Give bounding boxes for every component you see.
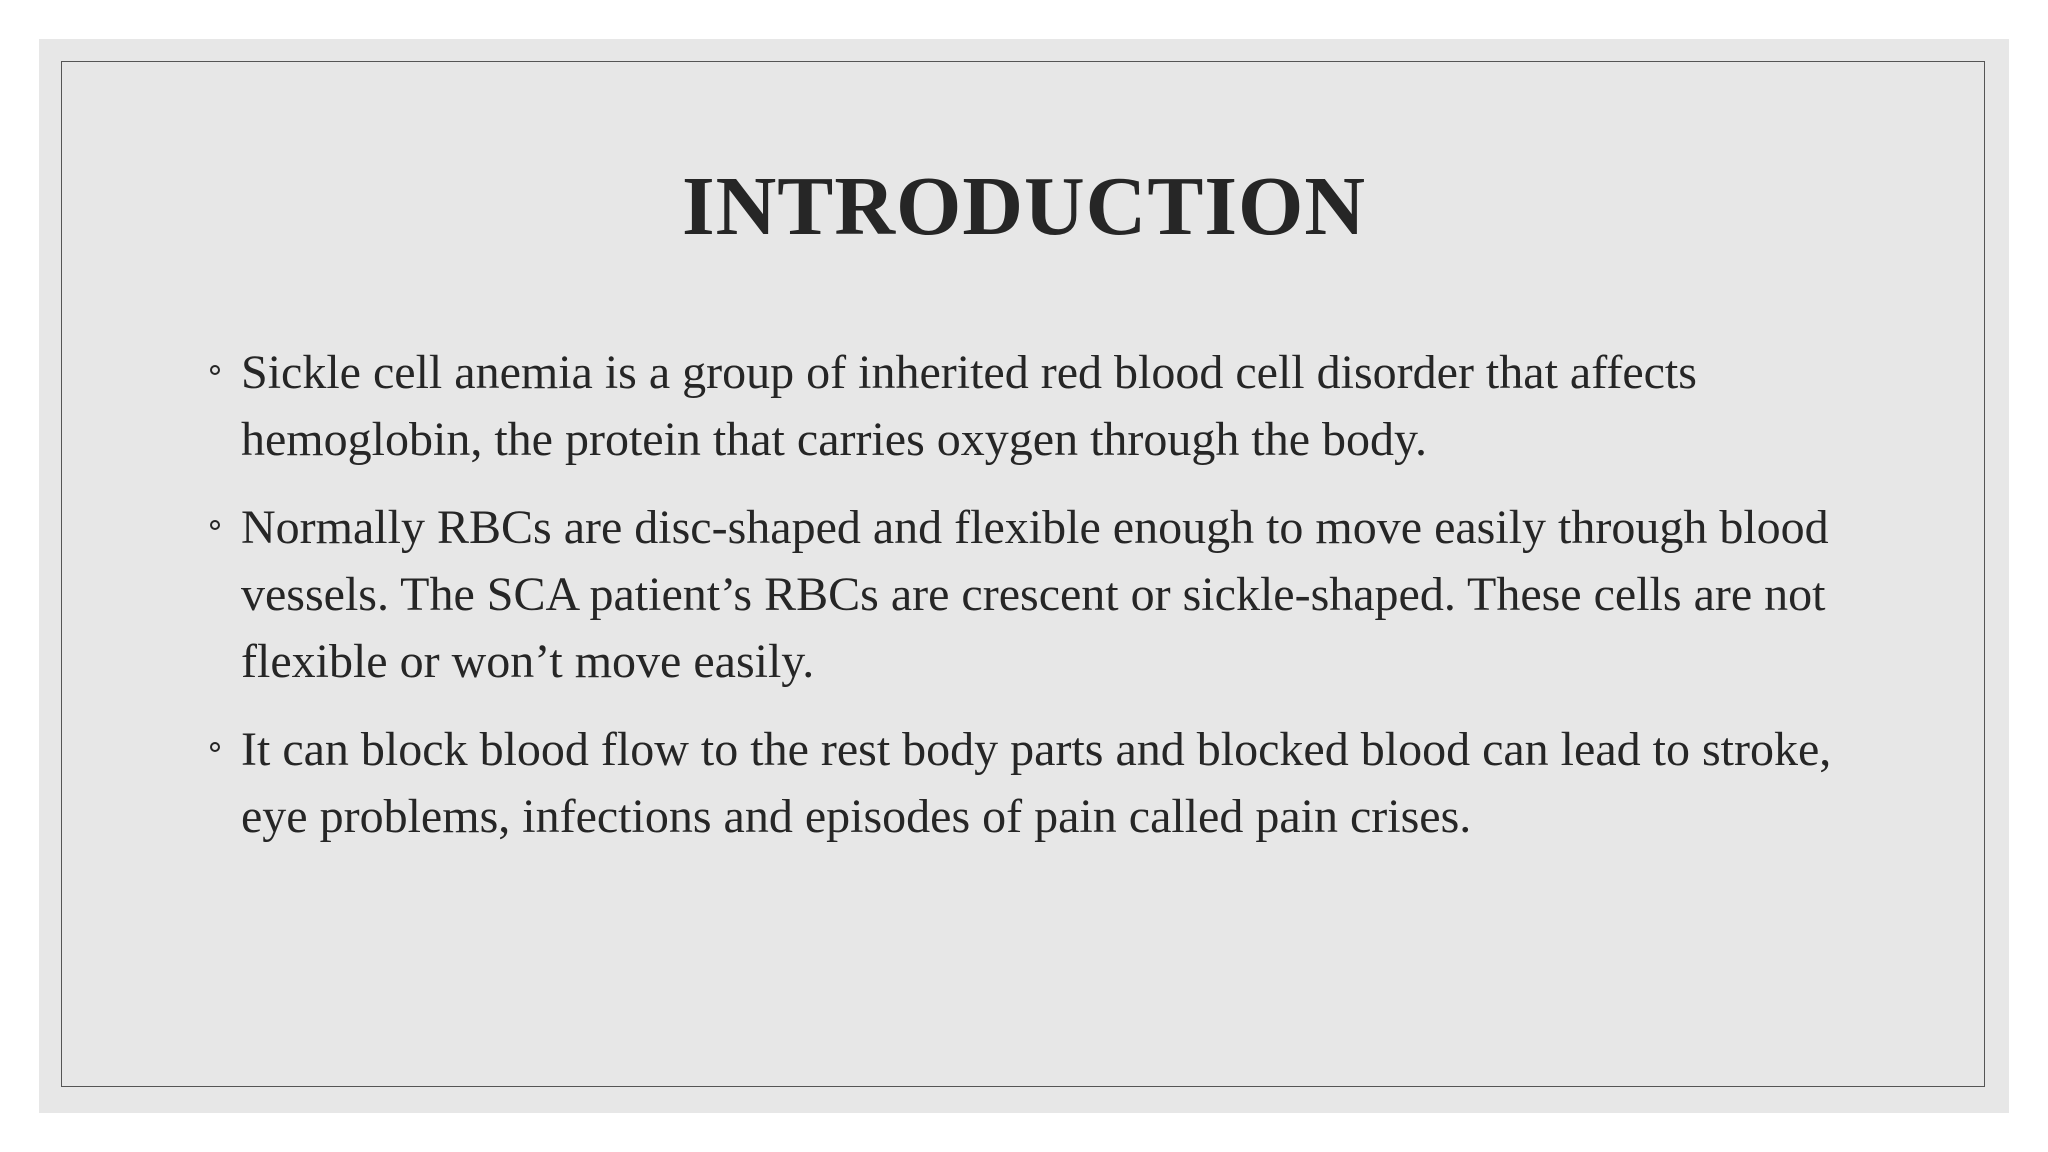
bullet-list [202, 339, 1882, 871]
bullet-text: Sickle cell anemia is a group of inherited red blood cell disorder that affects hemoglobin, the protein that carries oxygen through the body. [241, 346, 1697, 466]
bullet-item [202, 339, 1882, 473]
hollow-circle-icon [210, 520, 220, 530]
slide-title: INTRODUCTION [681, 160, 1367, 253]
bullet-text: It can block blood flow to the rest body parts and blocked blood can lead to stroke, eye problems, infections and episodes of pain called pain crises. [241, 723, 1832, 843]
slide [39, 39, 2009, 1113]
bullet-text: Normally RBCs are disc-shaped and flexible enough to move easily through blood vessels. The SCA patient’s RBCs are crescent or sickle-shaped. These cells are not flexible or won’t move easily. [241, 501, 1829, 688]
hollow-circle-icon [210, 742, 220, 752]
hollow-circle-icon [210, 365, 220, 375]
bullet-item [202, 716, 1882, 850]
bullet-item [202, 494, 1882, 695]
